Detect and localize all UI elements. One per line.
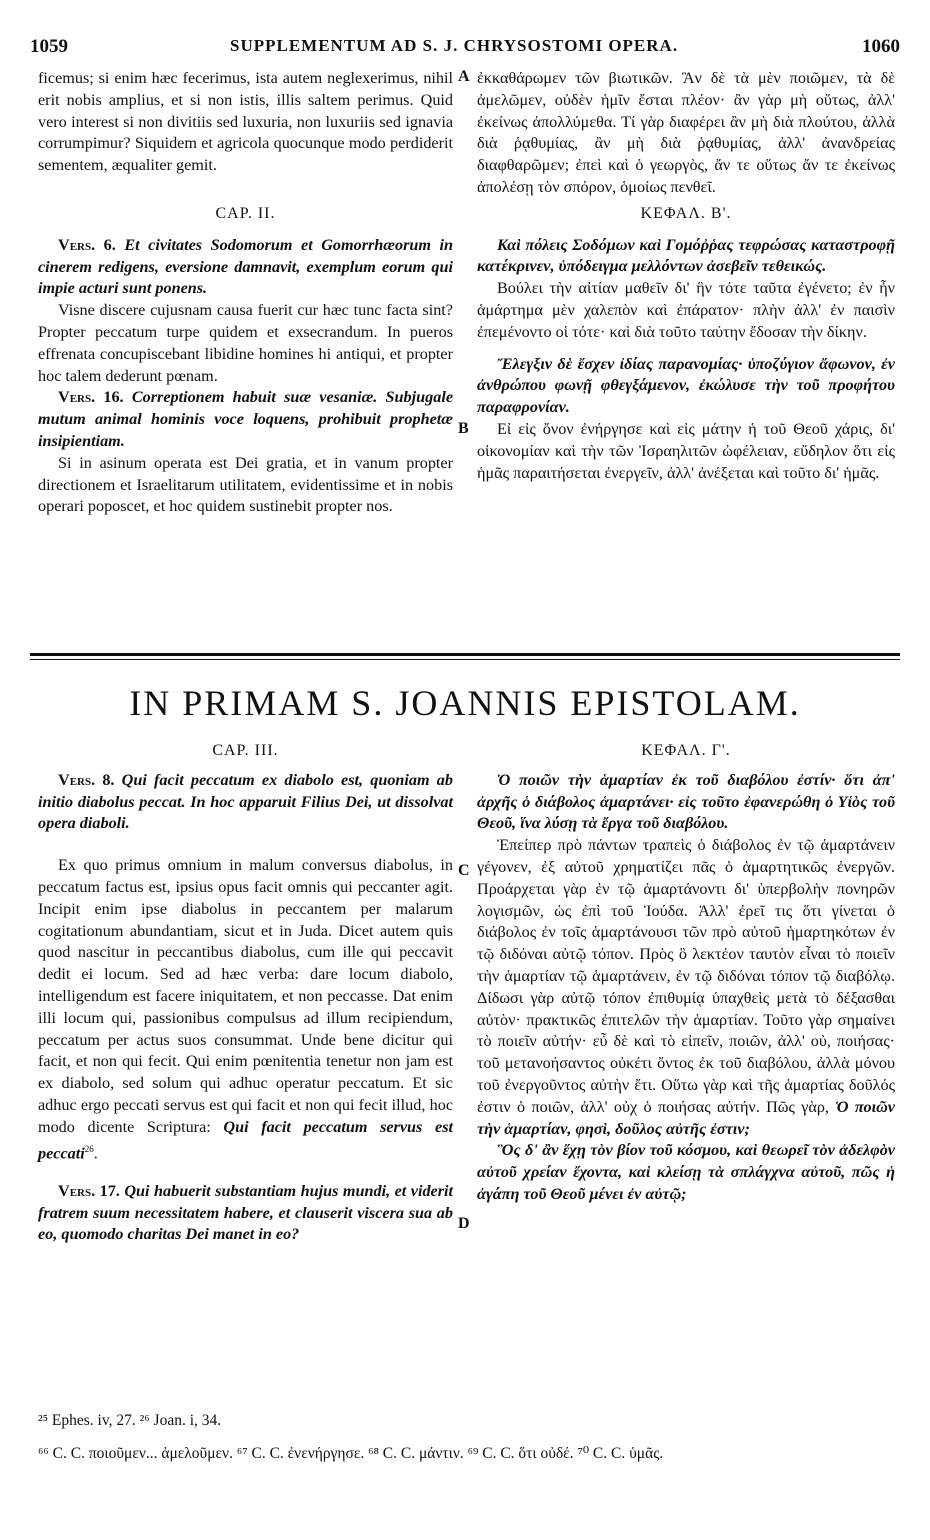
greek-paragraph: Εἰ εἰς ὄνον ἐνήργησε καὶ εἰς μάτην ἡ τοῦ Θεοῦ χάρις, δι' οἰκονομίαν καὶ τὴν τῶν Ἰσραηλιτῶν ὠφέλειαν, εὔδηλον ὅτι εἰς ἡμᾶς παραιτήσεται ἐνεργεῖν, ἀλλ' ἀνέξεται καὶ τοῦτο δι' ἡμᾶς. <box>477 419 895 482</box>
latin-verse-17 <box>38 1181 453 1246</box>
latin-paragraph: Ex quo primus omnium in malum conversus diabolus, in peccatum factus est, ipsius opus facit omnis qui peccanter agit. Incipit enim ipse diabolus in peccantem per malarum cogitationum abundantiam, sicut et in Juda. Dicet autem quis quod nascitur in peccantibus diabolus, cum ille qui peccavit dedit ei locum. Sed ad hæc verba: dare locum diabolo, intelligendum est facere iniquitatem, et non peccasse. Dat enim illi locum qui, passionibus compulsus ad illum recipiendum, peccatum per actus suos consummat. Unde bene dicitur qui facit, et non qui fecit. Qui enim pœnitentia tenetur non jam est ex diabolo, sed solum qui adhuc operatur peccatum. Et sic adhuc ergo peccati servus est qui facit et non qui fecit illud, hoc modo dicente Scriptura: Qui facit peccatum servus est peccati$^{26}$. <box>38 856 453 1162</box>
verse-text: Qui facit peccatum ex diabolo est, quoniam ab initio diabolus peccat. In hoc apparuit Filius Dei, ut dissolvat opera diaboli. <box>38 770 453 833</box>
latin-paragraph: Visne discere cujusnam causa fuerit cur hæc tunc facta sint? Propter peccatum turpe quidem et exsecrandum. In pueros effrenata concupiscebant libidine homines hi antiqui, et propter hoc talem dederunt pœnam. <box>38 301 453 385</box>
latin-column-bottom <box>38 740 453 1246</box>
scripture-quote: Ὁ ποιῶν τὴν ἁμαρτίαν, φησὶ, δοῦλος αὐτῆς ἐστιν; <box>477 1097 895 1138</box>
verse-label: Vers. 16. <box>58 388 124 407</box>
margin-letter-b: B <box>458 420 469 437</box>
latin-verse-6 <box>38 235 453 300</box>
margin-letter-a: A <box>458 68 470 85</box>
verse-label: Vers. 8. <box>58 770 115 789</box>
greek-verse-16: Ἔλεγξιν δὲ ἔσχεν ἰδίας παρανομίας· ὑποζύγιον ἄφωνον, ἐν ἀνθρώπου φωνῇ φθεγξάμενον, ἐκώλυσε τὴν τοῦ προφήτου παραφρονίαν. <box>477 354 895 417</box>
greek-chapter-heading: ΚΕΦΑΛ. Β'. <box>640 204 732 222</box>
greek-verse-8: Ὁ ποιῶν τὴν ἁμαρτίαν ἐκ τοῦ διαβόλου ἐστίν· ὅτι ἀπ' ἀρχῆς ὁ διάβολος ἁμαρτάνει· εἰς τοῦτο ἐφανερώθη ὁ Υἱὸς τοῦ Θεοῦ, ἵνα λύσῃ τὰ ἔργα τοῦ διαβόλου. <box>477 770 895 833</box>
greek-paragraph-text: Ἐπείπερ πρὸ πάντων τραπεὶς ὁ διάβολος ἐν τῷ ἁμαρτάνειν γέγονεν, ἐξ αὐτοῦ χρηματίζει πᾶς ὁ ἁμαρτητικῶς ἐνεργῶν. Προάρχεται γὰρ ἐν τῷ ἁμαρτάνοντι δι' ὑπερβολὴν πονηρῶν λογισμῶν, ὡς ἐπὶ τοῦ Ἰούδα. Ἀλλ' ἐρεῖ τις ὅτι γίνεται ὁ διάβολος ἐν τοῖς ἁμαρτάνουσι τῶν πρὸ αὐτοῦ ἡμαρτηκότων ἐν τῷ διδόναι αὐτῷ τόπον. Πρὸς ὃ λεκτέον ταυτὸν εἶναι τὸ ποιεῖν τὴν ἁμαρτίαν τῷ ἁμαρτάνειν, ἐν τῷ διδόναι τόπον τῷ διαβόλῳ. Δίδωσι γὰρ αὐτῷ τόπον ἐπιθυμίᾳ ὑπαχθεὶς μετὰ τὸ δέξασθαι αὐτὸν· πρακτικῶς ἐπιτελῶν τὴν ἁμαρτίαν. Τοῦτο γὰρ σημαίνει τὸ ποιεῖν αὐτήν· εὖ δὲ καὶ τὸ εἰπεῖν, ποιῶν, ἀλλ' οὐ, ποιήσας· τοῦ μετανοήσαντος οὐκέτι ὄντος ἐκ τοῦ διαβόλου, ἀλλὰ μόνου τοῦ ἐνεργοῦντος αὐτὴν ἔτι. Οὕτω γὰρ καὶ τῆς ἁμαρτίας δοῦλός ἐστιν ὁ ποιῶν, ἀλλ' οὐχ ὁ ποιήσας αὐτήν. Πῶς γὰρ, <box>477 836 895 1116</box>
greek-paragraph: Βούλει τὴν αἰτίαν μαθεῖν δι' ἣν τότε ταῦτα ἐγένετο; ἐν ἦν ἁμάρτημα μὲν χαλεπὸν καὶ ἐπάρατον· πλὴν ἀλλ' ἐν παισὶν ἐπεμένοντο οἱ τότε· καὶ διὰ τοῦτο ταύτην ἔδοσαν τὴν δίκην. <box>477 279 895 341</box>
scripture-quote: Qui facit peccatum servus est peccati <box>38 1117 453 1162</box>
verse-label: Vers. 17. <box>58 1181 120 1200</box>
greek-chapter-heading: ΚΕΦΑΛ. Γ'. <box>641 742 731 759</box>
running-header <box>30 36 900 60</box>
section-divider <box>30 653 900 656</box>
running-title: SUPPLEMENTUM AD S. J. CHRYSOSTOMI OPERA. <box>230 36 679 55</box>
latin-chapter-heading: CAP. III. <box>212 742 279 759</box>
section-divider-thin <box>30 659 900 660</box>
margin-letter-d: D <box>458 1215 470 1232</box>
latin-intro-paragraph: ficemus; si enim hæc fecerimus, ista autem neglexerimus, nihil erit nobis amplius, et si non istis, illis saltem perimus. Quid vero interest si non divitiis sed luxuria, non luxuriis sed ignavia corrumpimur? Siquidem et agricola quocunque modo perdiderit sementem, æqualiter gemit. <box>38 69 453 175</box>
latin-chapter-heading: CAP. II. <box>215 204 276 222</box>
verse-text: Et civitates Sodomorum et Gomorrhæorum in cinerem redigens, eversione damnavit, exemplum eorum qui impie acturi sunt ponens. <box>38 235 454 298</box>
footnotes-latin: ²⁵ Ephes. iv, 27. ²⁶ Joan. i, 34. <box>38 1412 222 1429</box>
verse-text: Correptionem habuit suæ vesaniæ. Subjugale mutum animal hominis voce loquens, prohibuit prophetæ insipientiam. <box>38 388 453 450</box>
greek-column-top <box>477 68 895 484</box>
verse-label: Vers. 6. <box>58 235 116 254</box>
verse-text: Qui habuerit substantiam hujus mundi, et viderit fratrem suum necessitatem habere, et clauserit viscera sua ab eo, quomodo charitas Dei manet in eo? <box>38 1181 454 1244</box>
page-number-right: 1060 <box>862 36 900 57</box>
latin-verse-8 <box>38 770 453 835</box>
greek-paragraph <box>477 835 895 1140</box>
greek-verse-6: Καὶ πόλεις Σοδόμων καὶ Γομόῤῥας τεφρώσας καταστροφῇ κατέκρινεν, ὑπόδειγμα μελλόντων ἀσεβεῖν τεθεικώς. <box>477 235 895 276</box>
latin-verse-16 <box>38 387 453 452</box>
greek-column-bottom <box>477 740 895 1206</box>
page-number-left: 1059 <box>30 36 68 57</box>
footnotes-greek: ⁶⁶ C. C. ποιοῦμεν... ἀμελοῦμεν. ⁶⁷ C. C. ἐνενήργησε. ⁶⁸ C. C. μάντιν. ⁶⁹ C. C. ὅτι οὐδέ. ⁷⁰ C. C. ὑμᾶς. <box>38 1445 664 1462</box>
greek-intro-paragraph: ἐκκαθάρωμεν τῶν βιωτικῶν. Ἂν δὲ τὰ μὲν ποιῶμεν, τὰ δὲ ἀμελῶμεν, οὐδὲν ἡμῖν ἔσται πλέον· ἂν γὰρ μὴ οὕτως, ἀλλ' ἐκείνως ἀπολλύμεθα. Τί γὰρ διαφέρει ἂν μὴ διὰ πλούτου, ἀλλὰ διὰ ῥᾳθυμίας, ἂν μὴ διὰ ῥᾳθυμίας, ἀλλ' ἀνανδρείας διαφθαρῶμεν; ἐπεὶ καὶ ὁ γεωργὸς, ἄν τε οὕτως ἄν τε ἐκείνως ἀπολέσῃ τὸν σπόρον, ὁμοίως πενθεῖ. <box>477 69 895 196</box>
margin-letter-c: C <box>458 862 470 879</box>
greek-verse-17: Ὃς δ' ἂν ἔχῃ τὸν βίον τοῦ κόσμου, καὶ θεωρεῖ τὸν ἀδελφὸν αὐτοῦ χρείαν ἔχοντα, καὶ κλείσῃ τὰ σπλάγχνα αὐτοῦ, πῶς ἡ ἀγάπη τοῦ Θεοῦ μένει ἐν αὐτῷ; <box>477 1141 895 1203</box>
latin-paragraph: Si in asinum operata est Dei gratia, et in vanum propter directionem et Israelitarum utilitatem, evidentissime et in nobis operari poposcet, et hoc quidem sustinebit propter nos. <box>38 453 453 516</box>
latin-paragraph-text: Ex quo primus omnium in malum conversus diabolus, in peccatum factus est, ipsius opus facit omnis qui peccanter agit. Incipit enim ipse diabolus in peccantem per malarum cogitationum abundantiam, sicut et in Juda. Dicet autem quis quod nascitur in peccantibus diabolus, cum ille qui peccavit dedit ei locum. Sed ad hæc verba: dare locum diabolo, intelligendum est facere iniquitatem, et non peccasse. Dat enim illi locum qui, passionibus compulsus ad illum recipiendum, peccatum per actus suos consummat. Unde bene dicitur qui facit, et non qui fecit. Qui enim pœnitentia tenetur non jam est ex diabolo, sed solum qui adhuc operatur peccatum. Et sic adhuc ergo peccati servus est qui facit et non qui fecit illud, hoc modo dicente Scriptura: <box>38 856 453 1136</box>
section-title: IN PRIMAM S. JOANNIS EPISTOLAM. <box>129 683 801 723</box>
latin-column-top <box>38 68 453 518</box>
